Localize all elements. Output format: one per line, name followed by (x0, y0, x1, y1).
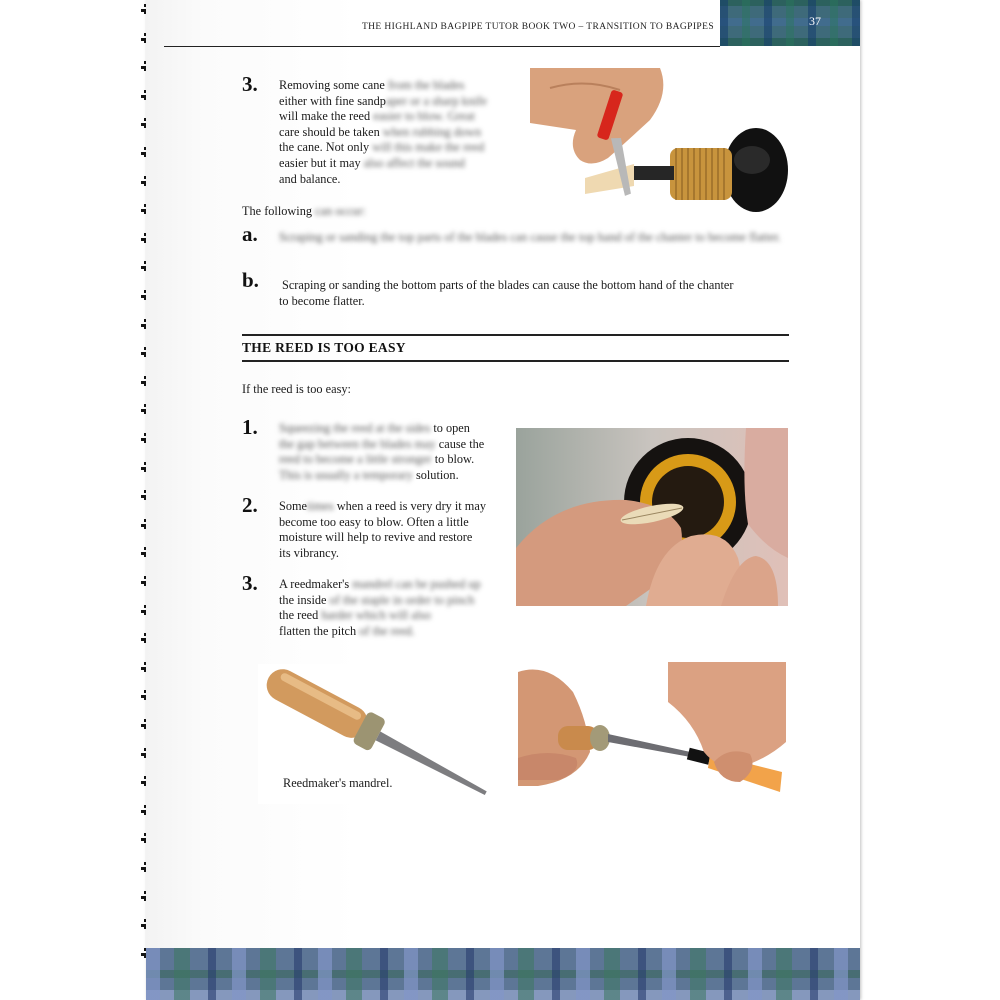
blurred-text: times (307, 499, 334, 513)
blurred-text: aper or a sharp knife (385, 93, 487, 108)
text-fragment: solution. (412, 467, 459, 482)
text-line (279, 468, 504, 484)
text-fragment: will make the reed (279, 109, 371, 124)
blurred-text: also affect the sound (360, 155, 465, 170)
running-header-title: THE HIGHLAND BAGPIPE TUTOR BOOK TWO – TRANSITION TO BAGPIPES (361, 22, 714, 32)
text-fragment: the cane. Not only (279, 140, 370, 155)
text-fragment: when a reed is very dry it may (333, 499, 486, 513)
text-line (279, 593, 504, 609)
item-b-line: Scraping or sanding the bottom parts of the blades can cause the bottom hand of the chanter (282, 278, 734, 292)
item-letter-b: b. (242, 268, 259, 292)
text-fragment: Removing some cane (279, 78, 385, 92)
text-line (279, 530, 504, 546)
blurred-text: of the reed. (356, 623, 415, 638)
text-line (279, 156, 514, 172)
text-line (279, 125, 514, 141)
text-line (279, 546, 504, 562)
step-number: 3. (242, 571, 258, 595)
text-line (279, 515, 504, 531)
text-line (279, 577, 504, 593)
blurred-text: harder which will also (318, 608, 431, 623)
blurred-text: when rubbing down (379, 124, 482, 139)
text-line (279, 109, 514, 125)
text-line (279, 608, 504, 624)
text-fragment: become too easy to blow. Often a little (279, 514, 469, 529)
section-intro: If the reed is too easy: (242, 382, 351, 396)
text-line (279, 499, 504, 515)
text-line (279, 172, 514, 188)
blurred-text: Squeezing the reed at the sides (279, 421, 431, 435)
easy-step-2-text (279, 499, 504, 561)
text-fragment: moisture will help to revive and restore (279, 530, 473, 545)
mandrel-in-reed-photo (518, 662, 786, 798)
step-number: 2. (242, 493, 258, 517)
easy-step-1-text (279, 421, 504, 483)
text-line (279, 437, 504, 453)
following-text-visible: The following (242, 204, 313, 218)
text-fragment: the reed (279, 608, 319, 623)
text-line (279, 94, 514, 110)
photo-caption: Reedmaker's mandrel. (283, 776, 393, 790)
text-fragment: cause the (435, 436, 485, 451)
text-line (279, 140, 514, 156)
text-fragment: to open (430, 421, 470, 435)
footer-tartan-band (146, 948, 860, 1000)
text-line (279, 452, 504, 468)
text-line (279, 624, 504, 640)
item-letter-a: a. (242, 222, 258, 246)
section-title: THE REED IS TOO EASY (242, 340, 406, 355)
blurred-text: mandrel can be pushed up (349, 577, 481, 591)
text-fragment: and balance. (279, 171, 341, 186)
item-a-text: Scraping or sanding the top parts of the blades can cause the top hand of the chanter to become flatter. (279, 230, 781, 244)
hand-knife-reed-photo (530, 68, 795, 216)
blurred-text: the gap between the blades may (279, 436, 436, 451)
text-fragment: either with fine sandp (279, 93, 386, 108)
text-fragment: Some (279, 499, 308, 513)
page-number: 37 (809, 14, 821, 28)
text-fragment: the inside (279, 592, 327, 607)
text-fragment: flatten the pitch (279, 623, 357, 638)
text-fragment: A reedmaker's (279, 577, 350, 591)
step3-paragraph (279, 78, 514, 187)
text-fragment: to blow. (431, 452, 475, 467)
blurred-text: easier to blow. Great (370, 109, 475, 124)
running-header (164, 0, 720, 47)
text-fragment: care should be taken (279, 124, 380, 139)
item-b-line: to become flatter. (279, 293, 365, 308)
text-fragment: easier but it may (279, 155, 361, 170)
following-text (242, 204, 366, 220)
blurred-text: reed to become a little stronger (279, 452, 432, 467)
header-tartan-band (720, 0, 860, 46)
step-number: 1. (242, 415, 258, 439)
section-rule (242, 360, 789, 362)
blurred-text: This is usually a temporary (279, 467, 413, 482)
blurred-text: will this make the reed (369, 140, 485, 155)
blurred-text: from the blades (384, 78, 465, 92)
text-fragment: its vibrancy. (279, 545, 339, 560)
item-b-text (279, 278, 792, 309)
text-line (279, 78, 514, 94)
text-line (279, 421, 504, 437)
easy-step-3-text (279, 577, 504, 639)
blurred-text: of the staple in order to pinch (326, 592, 475, 607)
following-text-blurred: can occur: (312, 204, 366, 218)
step-number: 3. (242, 72, 258, 96)
section-rule (242, 334, 789, 336)
thumb-reed-photo (516, 428, 788, 606)
